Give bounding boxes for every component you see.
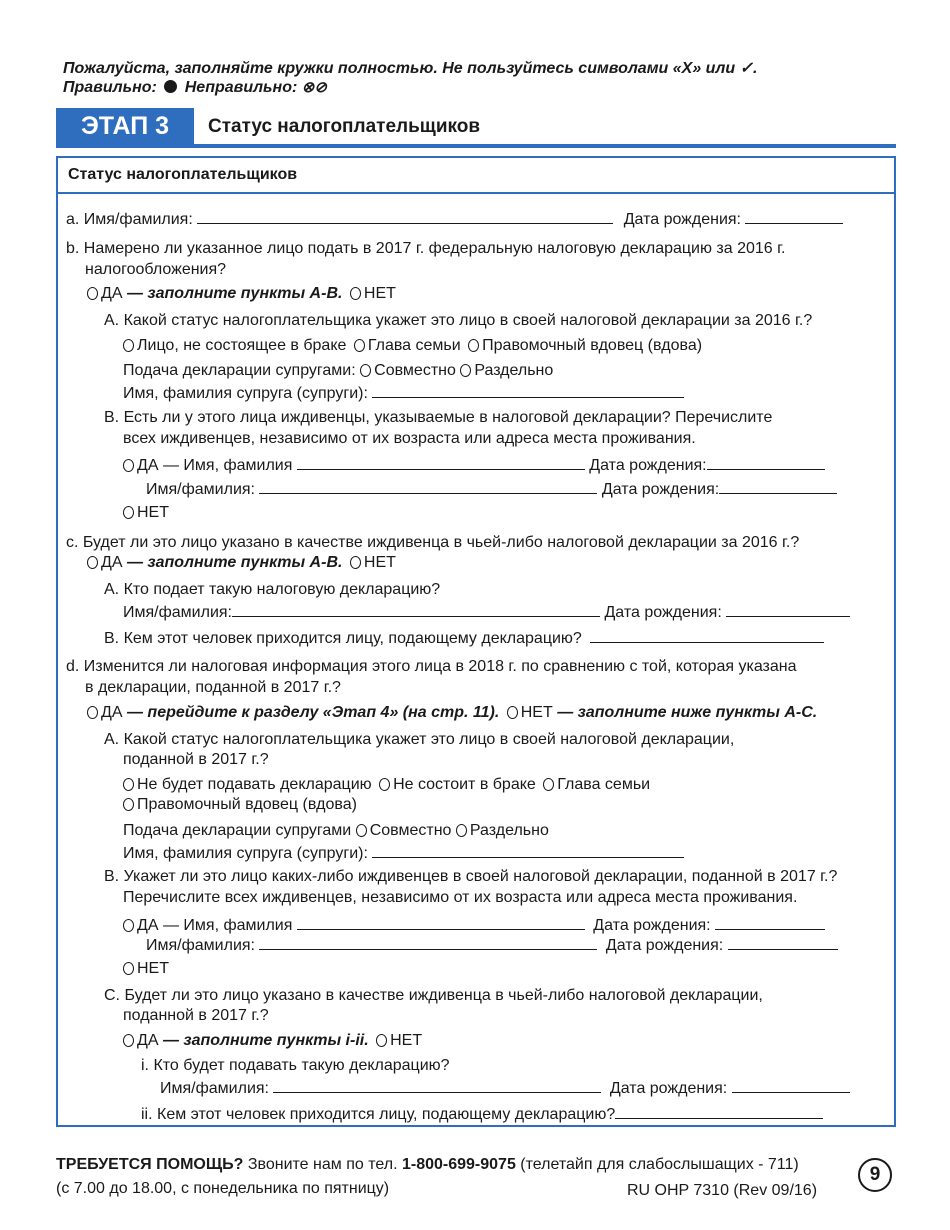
footer-help-text: Звоните нам по тел. — [247, 1156, 398, 1173]
item-b-B-name2-field[interactable] — [259, 479, 597, 494]
stage-header — [56, 108, 896, 148]
item-a-name-label: a. Имя/фамилия: — [66, 211, 193, 228]
item-c-A-row — [123, 602, 850, 622]
item-b-A-spouse-row — [123, 383, 684, 403]
item-d-A-spouse-row — [123, 843, 684, 863]
item-b-question-l2: налогообложения? — [85, 261, 227, 278]
item-c-B-row — [104, 628, 824, 648]
item-d-B-no-label: НЕТ — [137, 960, 169, 977]
footer-form-id: RU OHP 7310 (Rev 09/16) — [627, 1182, 818, 1199]
item-b-B-yes-radio[interactable] — [123, 459, 134, 472]
incorrect-label: Неправильно: — [184, 79, 298, 96]
item-d-B-dob2-label: Дата рождения: — [605, 937, 724, 954]
item-b-yes-radio[interactable] — [87, 287, 98, 300]
item-d-C-i-name-field[interactable] — [273, 1078, 601, 1093]
item-d-question-l2: в декларации, поданной в 2017 г.? — [85, 679, 341, 696]
item-d-A-joint-text: Совместно — [369, 822, 452, 839]
item-d-A-joint-radio[interactable] — [356, 824, 367, 837]
item-d-C-ii-question: ii. Кем этот человек приходится лицу, подающему декларацию? — [141, 1106, 616, 1123]
item-c-yes-label: ДА — [101, 554, 123, 571]
item-d-C-yes-instr: — заполните пункты i-ii. — [162, 1032, 369, 1049]
item-d-B-question-l2: Перечислите всех иждивенцев, независимо от их возраста или адреса места проживания. — [123, 889, 798, 906]
item-d-no-label: НЕТ — [520, 704, 553, 721]
item-b-B-question-l2: всех иждивенцев, независимо от их возраста или адреса места проживания. — [123, 430, 696, 447]
item-d-C-ii-row — [141, 1104, 823, 1124]
instructions-line2 — [63, 78, 327, 97]
item-b-A-joint-row — [123, 362, 553, 380]
item-d-A-opt1-radio[interactable] — [123, 778, 134, 791]
footer-help-bold: ТРЕБУЕТСЯ ПОМОЩЬ? — [56, 1156, 244, 1173]
incorrect-mark-icons: ⊗⊘ — [301, 79, 327, 96]
item-d-B-question-l1: B. Укажет ли это лицо каких-либо иждивенцев в своей налоговой декларации, поданной в 2017 г.? — [104, 868, 838, 885]
item-b-A-opt3-radio[interactable] — [468, 339, 479, 352]
item-d-C-i-question: i. Кто будет подавать такую декларацию? — [141, 1057, 450, 1074]
item-d-C-yes-radio[interactable] — [123, 1034, 134, 1047]
item-d-B-dob1-field[interactable] — [715, 915, 825, 930]
stage-badge: ЭТАП 3 — [56, 108, 194, 144]
item-b-A-separate-radio[interactable] — [460, 364, 471, 377]
item-d-A-separate-radio[interactable] — [456, 824, 467, 837]
item-a-name-field[interactable] — [197, 209, 613, 224]
footer-hours: (с 7.00 до 18.00, с понедельника по пятницу) — [56, 1180, 390, 1197]
filled-circle-icon — [164, 80, 177, 93]
item-b-A-opt2-radio[interactable] — [354, 339, 365, 352]
item-b-B-name1-field[interactable] — [297, 455, 585, 470]
item-b-B-yes-row — [123, 455, 825, 475]
item-b-A-opt1-label: Лицо, не состоящее в браке — [137, 337, 347, 354]
item-c-A-name-label: Имя/фамилия: — [123, 604, 232, 621]
item-b-A-joint-label: Подача декларации супругами: — [123, 362, 356, 379]
item-b-A-joint-radio[interactable] — [360, 364, 371, 377]
item-a-dob-field[interactable] — [745, 209, 843, 224]
item-b-B-dob2-label: Дата рождения: — [601, 481, 720, 498]
correct-label: Правильно: — [63, 79, 157, 96]
stage-title: Статус налогоплательщиков — [208, 116, 481, 137]
item-a-dob-label: Дата рождения: — [623, 211, 741, 228]
page-number: 9 — [858, 1158, 892, 1192]
item-c-yes-radio[interactable] — [87, 556, 98, 569]
footer-help-row — [56, 1156, 799, 1174]
section-header-text: Статус налогоплательщиков — [68, 166, 298, 183]
item-b-A-separate-text: Раздельно — [474, 362, 554, 379]
item-b-A-opt2-label: Глава семьи — [367, 337, 461, 354]
item-b-no-radio[interactable] — [350, 287, 361, 300]
item-d-yes-radio[interactable] — [87, 706, 98, 719]
item-d-A-separate-text: Раздельно — [469, 822, 549, 839]
item-d-B-no-radio[interactable] — [123, 962, 134, 975]
item-b-yes-instr: — заполните пункты A-B. — [126, 285, 343, 302]
item-b-B-no-radio[interactable] — [123, 506, 134, 519]
item-b-A-joint-text: Совместно — [374, 362, 456, 379]
item-d-A-options-row2 — [123, 796, 357, 814]
item-b-B-row2 — [146, 479, 837, 499]
item-d-B-no-row — [123, 960, 169, 978]
item-b-A-options — [123, 337, 702, 355]
footer-phone: 1-800-699-9075 — [401, 1156, 516, 1173]
item-b-B-no-row — [123, 504, 169, 522]
item-d-A-question-l2: поданной в 2017 г.? — [123, 751, 269, 768]
item-d-B-dob2-field[interactable] — [728, 935, 838, 950]
item-b-B-question-l1: B. Есть ли у этого лица иждивенцы, указываемые в налоговой декларации? Перечислите — [104, 409, 773, 426]
item-c-A-question: A. Кто подает такую налоговую декларацию? — [104, 581, 441, 598]
item-b-A-spouse-field[interactable] — [372, 383, 684, 398]
item-d-C-question-l2: поданной в 2017 г.? — [123, 1007, 269, 1024]
item-b-B-dob2-field[interactable] — [719, 479, 837, 494]
item-b-B-no-label: НЕТ — [137, 504, 169, 521]
item-c-A-dob-label: Дата рождения: — [604, 604, 722, 621]
item-d-B-dob1-label: Дата рождения: — [593, 917, 711, 934]
item-d-C-ii-field[interactable] — [615, 1104, 823, 1119]
item-d-B-yes-row — [123, 915, 825, 935]
item-d-A-opt3-label: Глава семьи — [557, 776, 651, 793]
item-d-question-l1: d. Изменится ли налоговая информация этого лица в 2018 г. по сравнению с той, которая указана — [66, 658, 797, 675]
item-d-C-yes-label: ДА — [137, 1032, 159, 1049]
item-d-A-opt1-label: Не будет подавать декларацию — [137, 776, 372, 793]
section-header — [58, 158, 894, 194]
item-d-yes-label: ДА — [101, 704, 123, 721]
item-d-A-question-l1: A. Какой статус налогоплательщика укажет это лицо в своей налоговой декларации, — [104, 731, 735, 748]
item-c-B-field[interactable] — [590, 628, 824, 643]
item-d-yes-instr: — перейдите к разделу «Этап 4» (на стр. 11). — [126, 704, 500, 721]
item-c-A-name-field[interactable] — [232, 602, 600, 617]
item-d-no-radio[interactable] — [507, 706, 518, 719]
item-b-A-opt1-radio[interactable] — [123, 339, 134, 352]
item-d-C-i-row — [160, 1078, 850, 1098]
item-c-no-radio[interactable] — [350, 556, 361, 569]
item-d-C-no-radio[interactable] — [376, 1034, 387, 1047]
item-d-B-row2 — [146, 935, 838, 955]
item-d-A-options-row1 — [123, 776, 650, 794]
item-d-A-joint-label: Подача декларации супругами — [123, 822, 352, 839]
item-d-C-i-dob-field[interactable] — [732, 1078, 850, 1093]
item-b-B-dob1-label: Дата рождения: — [589, 457, 707, 474]
item-d-A-opt4-label: Правомочный вдовец (вдова) — [137, 796, 357, 813]
item-b-answer-row — [87, 285, 396, 303]
item-c-no-label: НЕТ — [363, 554, 396, 571]
item-c-yes-instr: — заполните пункты A-B. — [126, 554, 343, 571]
item-d-A-opt4-radio[interactable] — [123, 798, 134, 811]
item-c-question: c. Будет ли это лицо указано в качестве иждивенца в чьей-либо налоговой декларации за 2016 г.? — [66, 534, 800, 551]
item-b-A-question: A. Какой статус налогоплательщика укажет это лицо в своей налоговой декларации за 2016 г.? — [104, 312, 813, 329]
item-b-A-spouse-label: Имя, фамилия супруга (супруги): — [123, 385, 368, 402]
item-d-A-joint-row — [123, 822, 549, 840]
item-c-answer-row — [87, 554, 396, 572]
item-b-B-dob1-field[interactable] — [707, 455, 825, 470]
item-b-yes-label: ДА — [101, 285, 123, 302]
item-d-B-name1-field[interactable] — [297, 915, 585, 930]
item-b-A-opt3-label: Правомочный вдовец (вдова) — [482, 337, 703, 354]
item-b-question-l1: b. Намерено ли указанное лицо подать в 2017 г. федеральную налоговую декларацию за 2016 г. — [66, 240, 786, 257]
item-d-A-opt3-radio[interactable] — [543, 778, 554, 791]
item-c-A-dob-field[interactable] — [726, 602, 850, 617]
item-d-A-opt2-label: Не состоит в браке — [393, 776, 536, 793]
instructions-line1: Пожалуйста, заполняйте кружки полностью. Не пользуйтесь символами «X» или ✓. — [63, 60, 758, 77]
item-c-B-question: B. Кем этот человек приходится лицу, подающему декларацию? — [104, 630, 582, 647]
item-d-B-yes-name-label: ДА — Имя, фамилия — [137, 917, 293, 934]
item-d-B-name2-label: Имя/фамилия: — [146, 937, 255, 954]
item-d-C-i-name-label: Имя/фамилия: — [160, 1080, 269, 1097]
item-b-B-name2-label: Имя/фамилия: — [146, 481, 255, 498]
item-d-A-spouse-field[interactable] — [372, 843, 684, 858]
item-d-B-name2-field[interactable] — [259, 935, 597, 950]
item-d-C-question-l1: C. Будет ли это лицо указано в качестве иждивенца в чьей-либо налоговой декларации, — [104, 987, 763, 1004]
item-b-no-label: НЕТ — [363, 285, 396, 302]
item-d-C-answer-row — [123, 1032, 422, 1050]
item-d-B-yes-radio[interactable] — [123, 919, 134, 932]
item-d-no-instr: — заполните ниже пункты A-C. — [557, 704, 818, 721]
item-a-row — [66, 209, 843, 229]
item-b-B-yes-name-label: ДА — Имя, фамилия — [137, 457, 293, 474]
item-d-answer-row — [87, 704, 817, 722]
item-d-C-i-dob-label: Дата рождения: — [609, 1080, 728, 1097]
item-d-A-spouse-label: Имя, фамилия супруга (супруги): — [123, 845, 368, 862]
footer-tty: (телетайп для слабослышащих - 711) — [520, 1156, 799, 1173]
item-d-A-opt2-radio[interactable] — [379, 778, 390, 791]
item-d-C-no-label: НЕТ — [390, 1032, 423, 1049]
